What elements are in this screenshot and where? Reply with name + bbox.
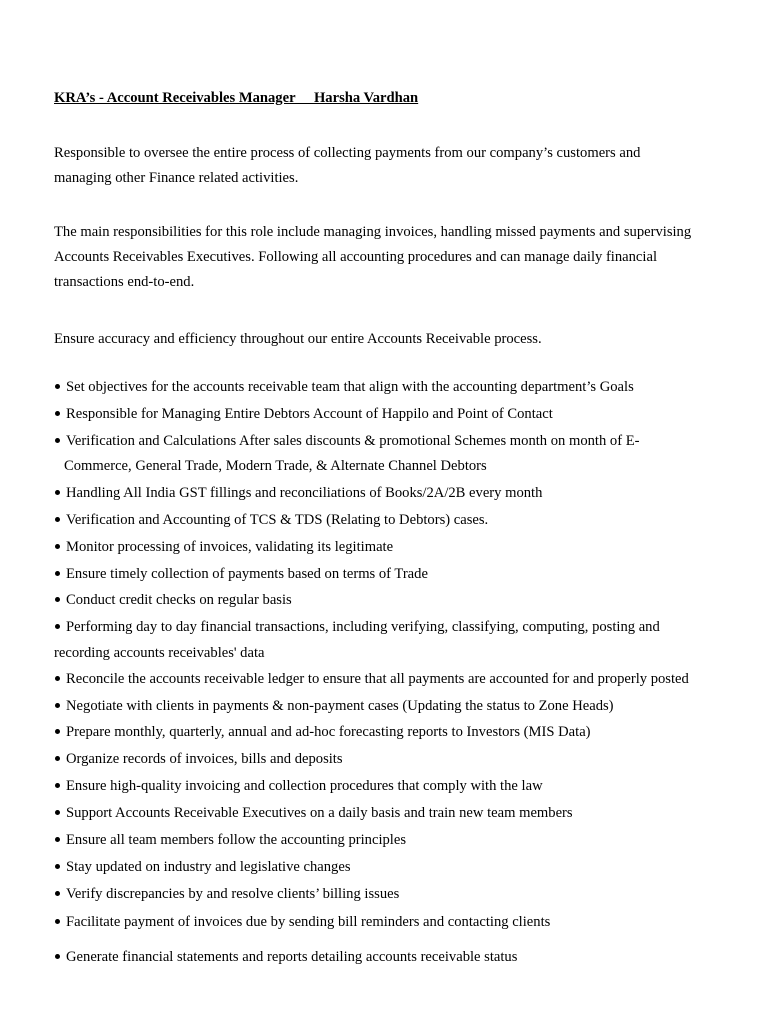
- list-item: Verification and Calculations After sales discounts & promotional Schemes month on month of E-: [54, 431, 640, 451]
- bullet-icon: [55, 756, 60, 761]
- list-item: Negotiate with clients in payments & non-payment cases (Updating the status to Zone Heads): [54, 696, 614, 716]
- list-item: Monitor processing of invoices, validating its legitimate: [54, 537, 393, 557]
- responsibilities-line-1: The main responsibilities for this role include managing invoices, handling missed payments and supervising: [54, 224, 692, 240]
- list-item: Ensure high-quality invoicing and collection procedures that comply with the law: [54, 776, 543, 796]
- intro-line-2: managing other Finance related activities.: [54, 170, 299, 186]
- accuracy-statement: Ensure accuracy and efficiency throughout our entire Accounts Receivable process.: [54, 331, 542, 347]
- list-item: Support Accounts Receivable Executives on a daily basis and train new team members: [54, 803, 573, 823]
- list-item: Set objectives for the accounts receivable team that align with the accounting department’s Goals: [54, 377, 634, 397]
- list-item: Verification and Accounting of TCS & TDS (Relating to Debtors) cases.: [54, 510, 488, 530]
- list-item: Conduct credit checks on regular basis: [54, 590, 292, 610]
- bullet-icon: [55, 384, 60, 389]
- bullet-icon: [55, 891, 60, 896]
- bullet-icon: [55, 438, 60, 443]
- list-item: Responsible for Managing Entire Debtors Account of Happilo and Point of Contact: [54, 404, 553, 424]
- list-item: Performing day to day financial transactions, including verifying, classifying, computing, posting and: [54, 617, 660, 637]
- list-item: Ensure all team members follow the accounting principles: [54, 830, 406, 850]
- bullet-icon: [55, 544, 60, 549]
- list-item: Reconcile the accounts receivable ledger to ensure that all payments are accounted for and properly posted: [54, 669, 689, 689]
- intro-line-1: Responsible to oversee the entire process of collecting payments from our company’s customers and: [54, 145, 641, 161]
- bullet-icon: [55, 810, 60, 815]
- bullet-icon: [55, 837, 60, 842]
- list-item: Facilitate payment of invoices due by sending bill reminders and contacting clients: [54, 912, 550, 932]
- list-item-continuation: recording accounts receivables' data: [54, 645, 265, 661]
- bullet-icon: [55, 490, 60, 495]
- bullet-icon: [55, 729, 60, 734]
- list-item: Ensure timely collection of payments based on terms of Trade: [54, 564, 428, 584]
- bullet-icon: [55, 624, 60, 629]
- list-item: Handling All India GST fillings and reconciliations of Books/2A/2B every month: [54, 483, 542, 503]
- bullet-icon: [55, 783, 60, 788]
- bullet-icon: [55, 597, 60, 602]
- list-item-continuation: Commerce, General Trade, Modern Trade, & Alternate Channel Debtors: [64, 458, 487, 474]
- responsibilities-line-2: Accounts Receivables Executives. Following all accounting procedures and can manage daily financial: [54, 249, 657, 265]
- document-title: KRA’s - Account Receivables Manager Harsha Vardhan: [54, 90, 404, 106]
- bullet-icon: [55, 919, 60, 924]
- bullet-icon: [55, 517, 60, 522]
- list-item: Generate financial statements and reports detailing accounts receivable status: [54, 947, 517, 967]
- list-item: Organize records of invoices, bills and deposits: [54, 749, 343, 769]
- bullet-icon: [55, 954, 60, 959]
- bullet-icon: [55, 864, 60, 869]
- bullet-icon: [55, 571, 60, 576]
- bullet-icon: [55, 703, 60, 708]
- responsibilities-line-3: transactions end-to-end.: [54, 274, 195, 290]
- bullet-icon: [55, 676, 60, 681]
- list-item: Verify discrepancies by and resolve clients’ billing issues: [54, 884, 399, 904]
- bullet-icon: [55, 411, 60, 416]
- list-item: Stay updated on industry and legislative changes: [54, 857, 351, 877]
- list-item: Prepare monthly, quarterly, annual and ad-hoc forecasting reports to Investors (MIS Data): [54, 722, 591, 742]
